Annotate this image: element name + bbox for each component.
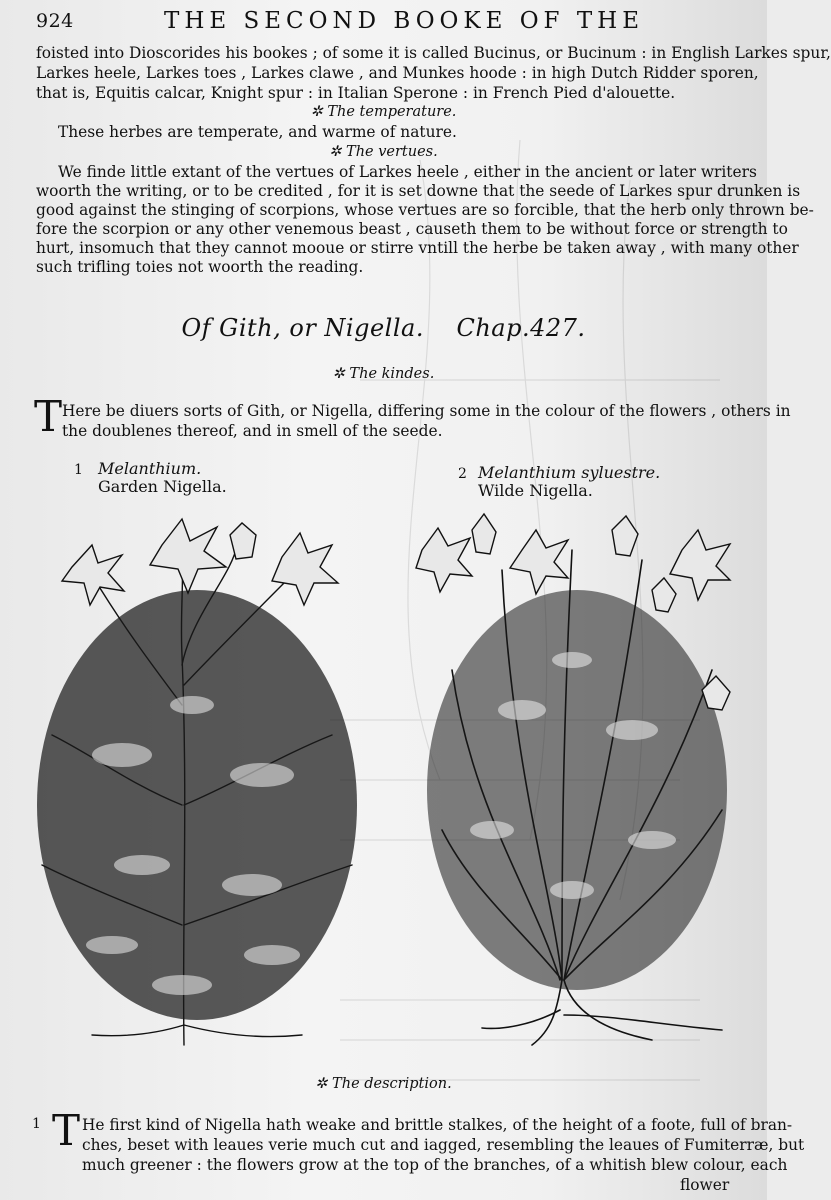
text-line: Larkes heele, Larkes toes , Larkes clawe , and Munkes hoode : in high Dutch Ridder sporen, <box>36 64 759 82</box>
figure-2-english: Wilde Nigella. <box>478 481 593 500</box>
figure-1-caption <box>74 460 227 496</box>
kindes-heading: ✲ The kindes. <box>332 366 435 382</box>
text-line: fore the scorpion or any other venemous beast , causeth them to be without force or strength to <box>36 220 788 238</box>
text-line: ches, beset with leaues verie much cut and iagged, resembling the leaues of Fumiterræ, but <box>82 1136 805 1154</box>
description-dropcap: T <box>52 1106 81 1155</box>
vertues-heading: ✲ The vertues. <box>329 144 438 160</box>
text-line: foisted into Dioscorides his bookes ; of some it is called Bucinus, or Bucinum : in English Larkes spur, <box>36 44 831 62</box>
text-line: much greener : the flowers grow at the top of the branches, of a whitish blew colour, each <box>82 1156 788 1174</box>
chapter-title: Of Gith, or Nigella. <box>181 314 424 342</box>
page-number: 924 <box>36 10 74 32</box>
text-line: woorth the writing, or to be credited , for it is set downe that the seede of Larkes spur drunken is <box>36 182 801 200</box>
figure-2-latin: Melanthium syluestre. <box>478 463 661 482</box>
chapter-heading <box>0 314 767 342</box>
text-line: that is, Equitis calcar, Knight spur : in Italian Sperone : in French Pied d'alouette. <box>36 84 676 102</box>
kindes-dropcap: T <box>34 392 63 441</box>
description-number: 1 <box>32 1116 41 1132</box>
figure-2-number: 2 <box>458 466 467 482</box>
garden-nigella-woodcut <box>32 505 364 1045</box>
text-line: hurt, insomuch that they cannot mooue or stirre vntill the herbe be taken away , with many other <box>36 239 799 257</box>
text-line: good against the stinging of scorpions, whose vertues are so forcible, that the herb only thrown be- <box>36 201 814 219</box>
temperature-heading: ✲ The temperature. <box>310 104 457 120</box>
wild-nigella-woodcut <box>412 510 742 1055</box>
figure-1-latin: Melanthium. <box>98 459 202 478</box>
catchword: flower <box>680 1176 730 1194</box>
text-line: He first kind of Nigella hath weake and brittle stalkes, of the height of a foote, full of bran- <box>82 1116 793 1134</box>
page-header <box>36 8 736 38</box>
description-heading: ✲ The description. <box>315 1076 452 1092</box>
text-line: Here be diuers sorts of Gith, or Nigella, differing some in the colour of the flowers , others in <box>62 402 791 420</box>
temperature-text: These herbes are temperate, and warme of nature. <box>58 123 457 141</box>
figure-1-number: 1 <box>74 462 83 478</box>
running-title: THE SECOND BOOKE OF THE <box>164 8 645 34</box>
chapter-number: Chap.427. <box>456 314 586 342</box>
text-line: such trifling toies not woorth the reading. <box>36 258 364 276</box>
figure-2-caption <box>458 464 660 500</box>
text-line: the doublenes thereof, and in smell of the seede. <box>62 422 443 440</box>
figure-1-english: Garden Nigella. <box>98 477 227 496</box>
text-line: We finde little extant of the vertues of Larkes heele , either in the ancient or later writers <box>58 163 757 181</box>
